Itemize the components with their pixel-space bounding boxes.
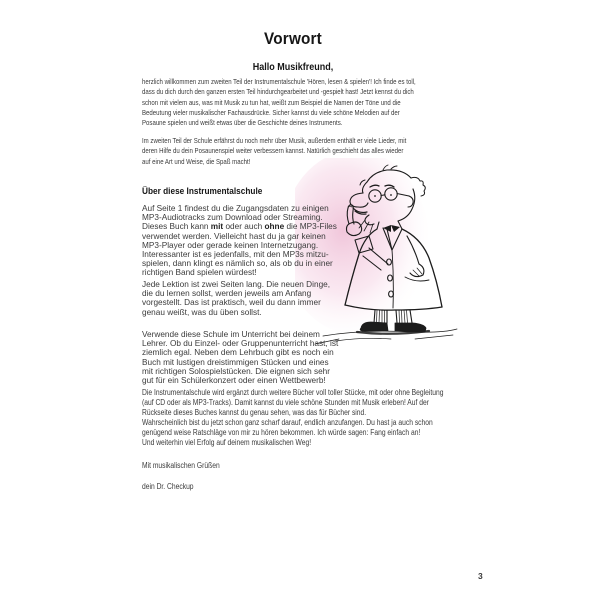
section-heading-about: Über diese Instrumentalschule xyxy=(142,186,263,197)
intro-paragraph-2 xyxy=(142,136,406,167)
intro-paragraph-1 xyxy=(142,77,416,129)
text-line: Wahrscheinlich bist du jetzt schon ganz scharf darauf, endlich anzufangen. Du hast ja auch schon xyxy=(142,418,433,427)
greeting-heading: Hallo Musikfreund, xyxy=(252,62,334,73)
text-line: gut für ein Schülerkonzert oder einen Wettbewerb! xyxy=(142,375,326,386)
text-line: die du lernen sollst, werden jeweils am Anfang xyxy=(142,288,312,299)
text-line: Dieses Buch kann mit oder auch ohne die MP3-Files xyxy=(142,221,337,232)
text-line: Und weiterhin viel Erfolg auf deinem musikalischen Weg! xyxy=(142,438,312,447)
text-line: ziemlich egal. Neben dem Lehrbuch gibt es noch ein xyxy=(142,347,334,358)
text-line: verwendet werden. Vielleicht hast du ja gar keinen xyxy=(142,230,326,241)
text-line: mit richtigen Solospielstücken. Die eignen sich sehr xyxy=(142,365,331,376)
text-line: Auf Seite 1 findest du die Zugangsdaten zu einigen xyxy=(142,203,329,213)
text-line: vorgestellt. Das ist praktisch, weil du dann immer xyxy=(142,297,321,308)
text-line: Die Instrumentalschule wird ergänzt durch weitere Bücher voll toller Stücke, mit oder ohne Begleitung xyxy=(142,388,444,397)
closing-paragraph xyxy=(142,388,443,448)
text-line: MP3-Audiotracks zum Download oder Streaming. xyxy=(142,212,323,223)
text-line: auf eine Art und Weise, die Spaß macht! xyxy=(142,156,251,166)
text-line: deren Hilfe du dein Posaunenspiel weiter verbessern kannst. Natürlich geschieht das alles wieder xyxy=(142,146,404,156)
text-line: schon mit vielem aus, was mit Musik zu tun hat, weißt zum Beispiel die Namen der Töne und die xyxy=(142,97,401,107)
text-line: herzlich willkommen zum zweiten Teil der Instrumentalschule 'Hören, lesen & spielen'! Ich finde es toll, xyxy=(142,77,416,86)
text-line: Rückseite dieses Buches kannst du genau sehen, was das für Bücher sind. xyxy=(142,408,367,417)
text-line: Interessanter ist es jedenfalls, mit den MP3s mitzu- xyxy=(142,249,329,260)
text-line: Posaune spielen und weißt etwas über die Geschichte deines Instruments. xyxy=(142,118,343,128)
text-line: Im zweiten Teil der Schule erfährst du noch mehr über Musik, außerdem enthält er viele Lieder, mit xyxy=(142,136,407,145)
page-title: Vorwort xyxy=(264,29,322,48)
text-line: spielen, dann klingt es nämlich so, als ob du in einer xyxy=(142,258,333,269)
text-line: Jede Lektion ist zwei Seiten lang. Die neuen Dinge, xyxy=(142,279,331,289)
text-line: genügend weise Ratschläge von mir zu hören bekommen. Ich würde sagen: Fang einfach an! xyxy=(142,428,421,437)
signoff-text: Mit musikalischen Grüßen xyxy=(142,461,220,470)
about-paragraph-1 xyxy=(142,204,337,278)
text-line: Buch mit lustigen dreistimmigen Stücken und eines xyxy=(142,356,329,367)
about-paragraph-3 xyxy=(142,330,338,385)
about-paragraph-2 xyxy=(142,280,330,317)
text-line: (auf CD oder als MP3-Tracks). Damit kannst du viele schöne Stunden mit Musik erleben! Auf der xyxy=(142,398,429,407)
text-line: Verwende diese Schule im Unterricht bei deinem xyxy=(142,329,320,339)
text-line: MP3-Player oder gerade keinen Internetzugang. xyxy=(142,239,319,250)
text-line: Bedeutung vieler musikalischer Fachausdrücke. Sicher kannst du viele schöne Melodien auf der xyxy=(142,108,400,118)
page-number: 3 xyxy=(478,571,483,581)
text-line: dass du dich durch den ganzen ersten Teil hindurchgearbeitet und -gespielt hast! Jetzt kennst du dich xyxy=(142,87,414,97)
text-line: genau weißt, was du üben sollst. xyxy=(142,306,262,317)
signature-text: dein Dr. Checkup xyxy=(142,482,194,491)
text-line: Lehrer. Ob du Einzel- oder Gruppenunterricht hast, ist xyxy=(142,338,339,349)
text-line: richtigen Band spielen würdest! xyxy=(142,267,257,278)
